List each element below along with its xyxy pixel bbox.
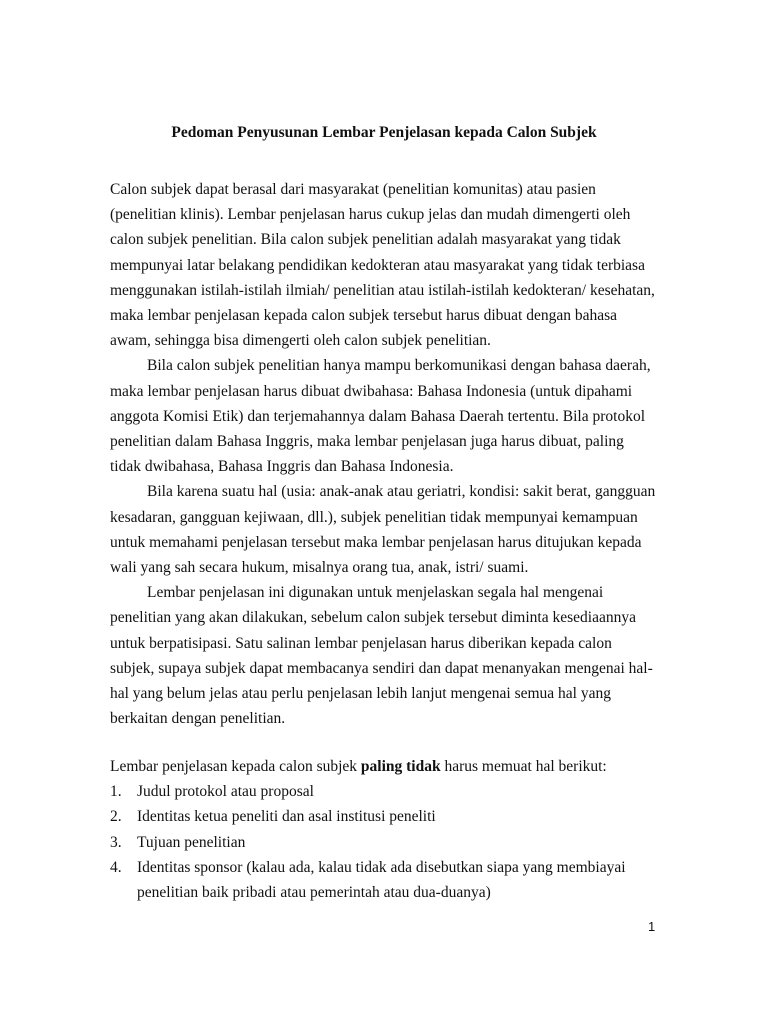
- paragraph-purpose: Lembar penjelasan ini digunakan untuk menjelaskan segala hal mengenai penelitian yang akan dilakukan, sebelum calon subjek tersebut diminta kesediaannya untuk berpatisipasi. Satu salinan lembar penjelasan harus diberikan kepada calon subjek, supaya subjek dapat membacanya sendiri dan dapat menanyakan mengenai hal-hal yang belum jelas atau perlu penjelasan lebih lanjut mengenai semua hal yang berkaitan dengan penelitian.: [110, 584, 653, 728]
- list-item-number: 4.: [110, 858, 122, 876]
- list-item-text: Identitas sponsor (kalau ada, kalau tidak ada disebutkan siapa yang membiayai penelitian baik pribadi atau pemerintah atau dua-duanya): [137, 858, 626, 902]
- list-intro-before: Lembar penjelasan kepada calon subjek: [110, 758, 361, 775]
- requirements-section: [110, 754, 658, 905]
- list-item-number: 2.: [110, 808, 122, 826]
- list-item-text: Identitas ketua peneliti dan asal institusi peneliti: [137, 808, 436, 826]
- list-intro: [110, 754, 658, 779]
- list-item-number: 1.: [110, 783, 122, 801]
- document-title: Pedoman Penyusunan Lembar Penjelasan kepada Calon Subjek: [171, 124, 597, 141]
- page-number: 1: [648, 919, 656, 934]
- body-text: [110, 177, 658, 731]
- list-intro-emphasis: paling tidak: [360, 758, 441, 775]
- list-item: [110, 804, 658, 829]
- list-item: [110, 830, 658, 855]
- paragraph-intro: Calon subjek dapat berasal dari masyarakat (penelitian komunitas) atau pasien (penelitian klinis). Lembar penjelasan harus cukup jelas dan mudah dimengerti oleh calon subjek penelitian. Bila calon subjek penelitian adalah masyarakat yang tidak mempunyai latar belakang pendidikan kedokteran atau masyarakat yang tidak terbiasa menggunakan istilah-istilah ilmiah/ penelitian atau istilah-istilah kedokteran/ kesehatan, maka lembar penjelasan kepada calon subjek tersebut harus dibuat dengan bahasa awam, sehingga bisa dimengerti oleh calon subjek penelitian.: [110, 181, 655, 350]
- paragraph-regional-language: Bila calon subjek penelitian hanya mampu berkomunikasi dengan bahasa daerah, maka lembar penjelasan harus dibuat dwibahasa: Bahasa Indonesia (untuk dipahami anggota Komisi Etik) dan terjemahannya dalam Bahasa Daerah tertentu. Bila protokol penelitian dalam Bahasa Inggris, maka lembar penjelasan juga harus dibuat, paling tidak dwibahasa, Bahasa Inggris dan Bahasa Indonesia.: [110, 357, 651, 476]
- list-item: [110, 779, 658, 804]
- paragraph-legal-guardian: Bila karena suatu hal (usia: anak-anak atau geriatri, kondisi: sakit berat, gangguan kesadaran, gangguan kejiwaan, dll.), subjek penelitian tidak mempunyai kemampuan untuk memahami penjelasan tersebut maka lembar penjelasan harus ditujukan kepada wali yang sah secara hukum, misalnya orang tua, anak, istri/ suami.: [110, 483, 656, 577]
- list-intro-after: harus memuat hal berikut:: [440, 758, 607, 775]
- list-item-text: Tujuan penelitian: [137, 833, 246, 851]
- requirements-list: [110, 779, 658, 905]
- list-item-number: 3.: [110, 833, 122, 851]
- list-item-text: Judul protokol atau proposal: [137, 783, 314, 801]
- list-item: [110, 855, 658, 905]
